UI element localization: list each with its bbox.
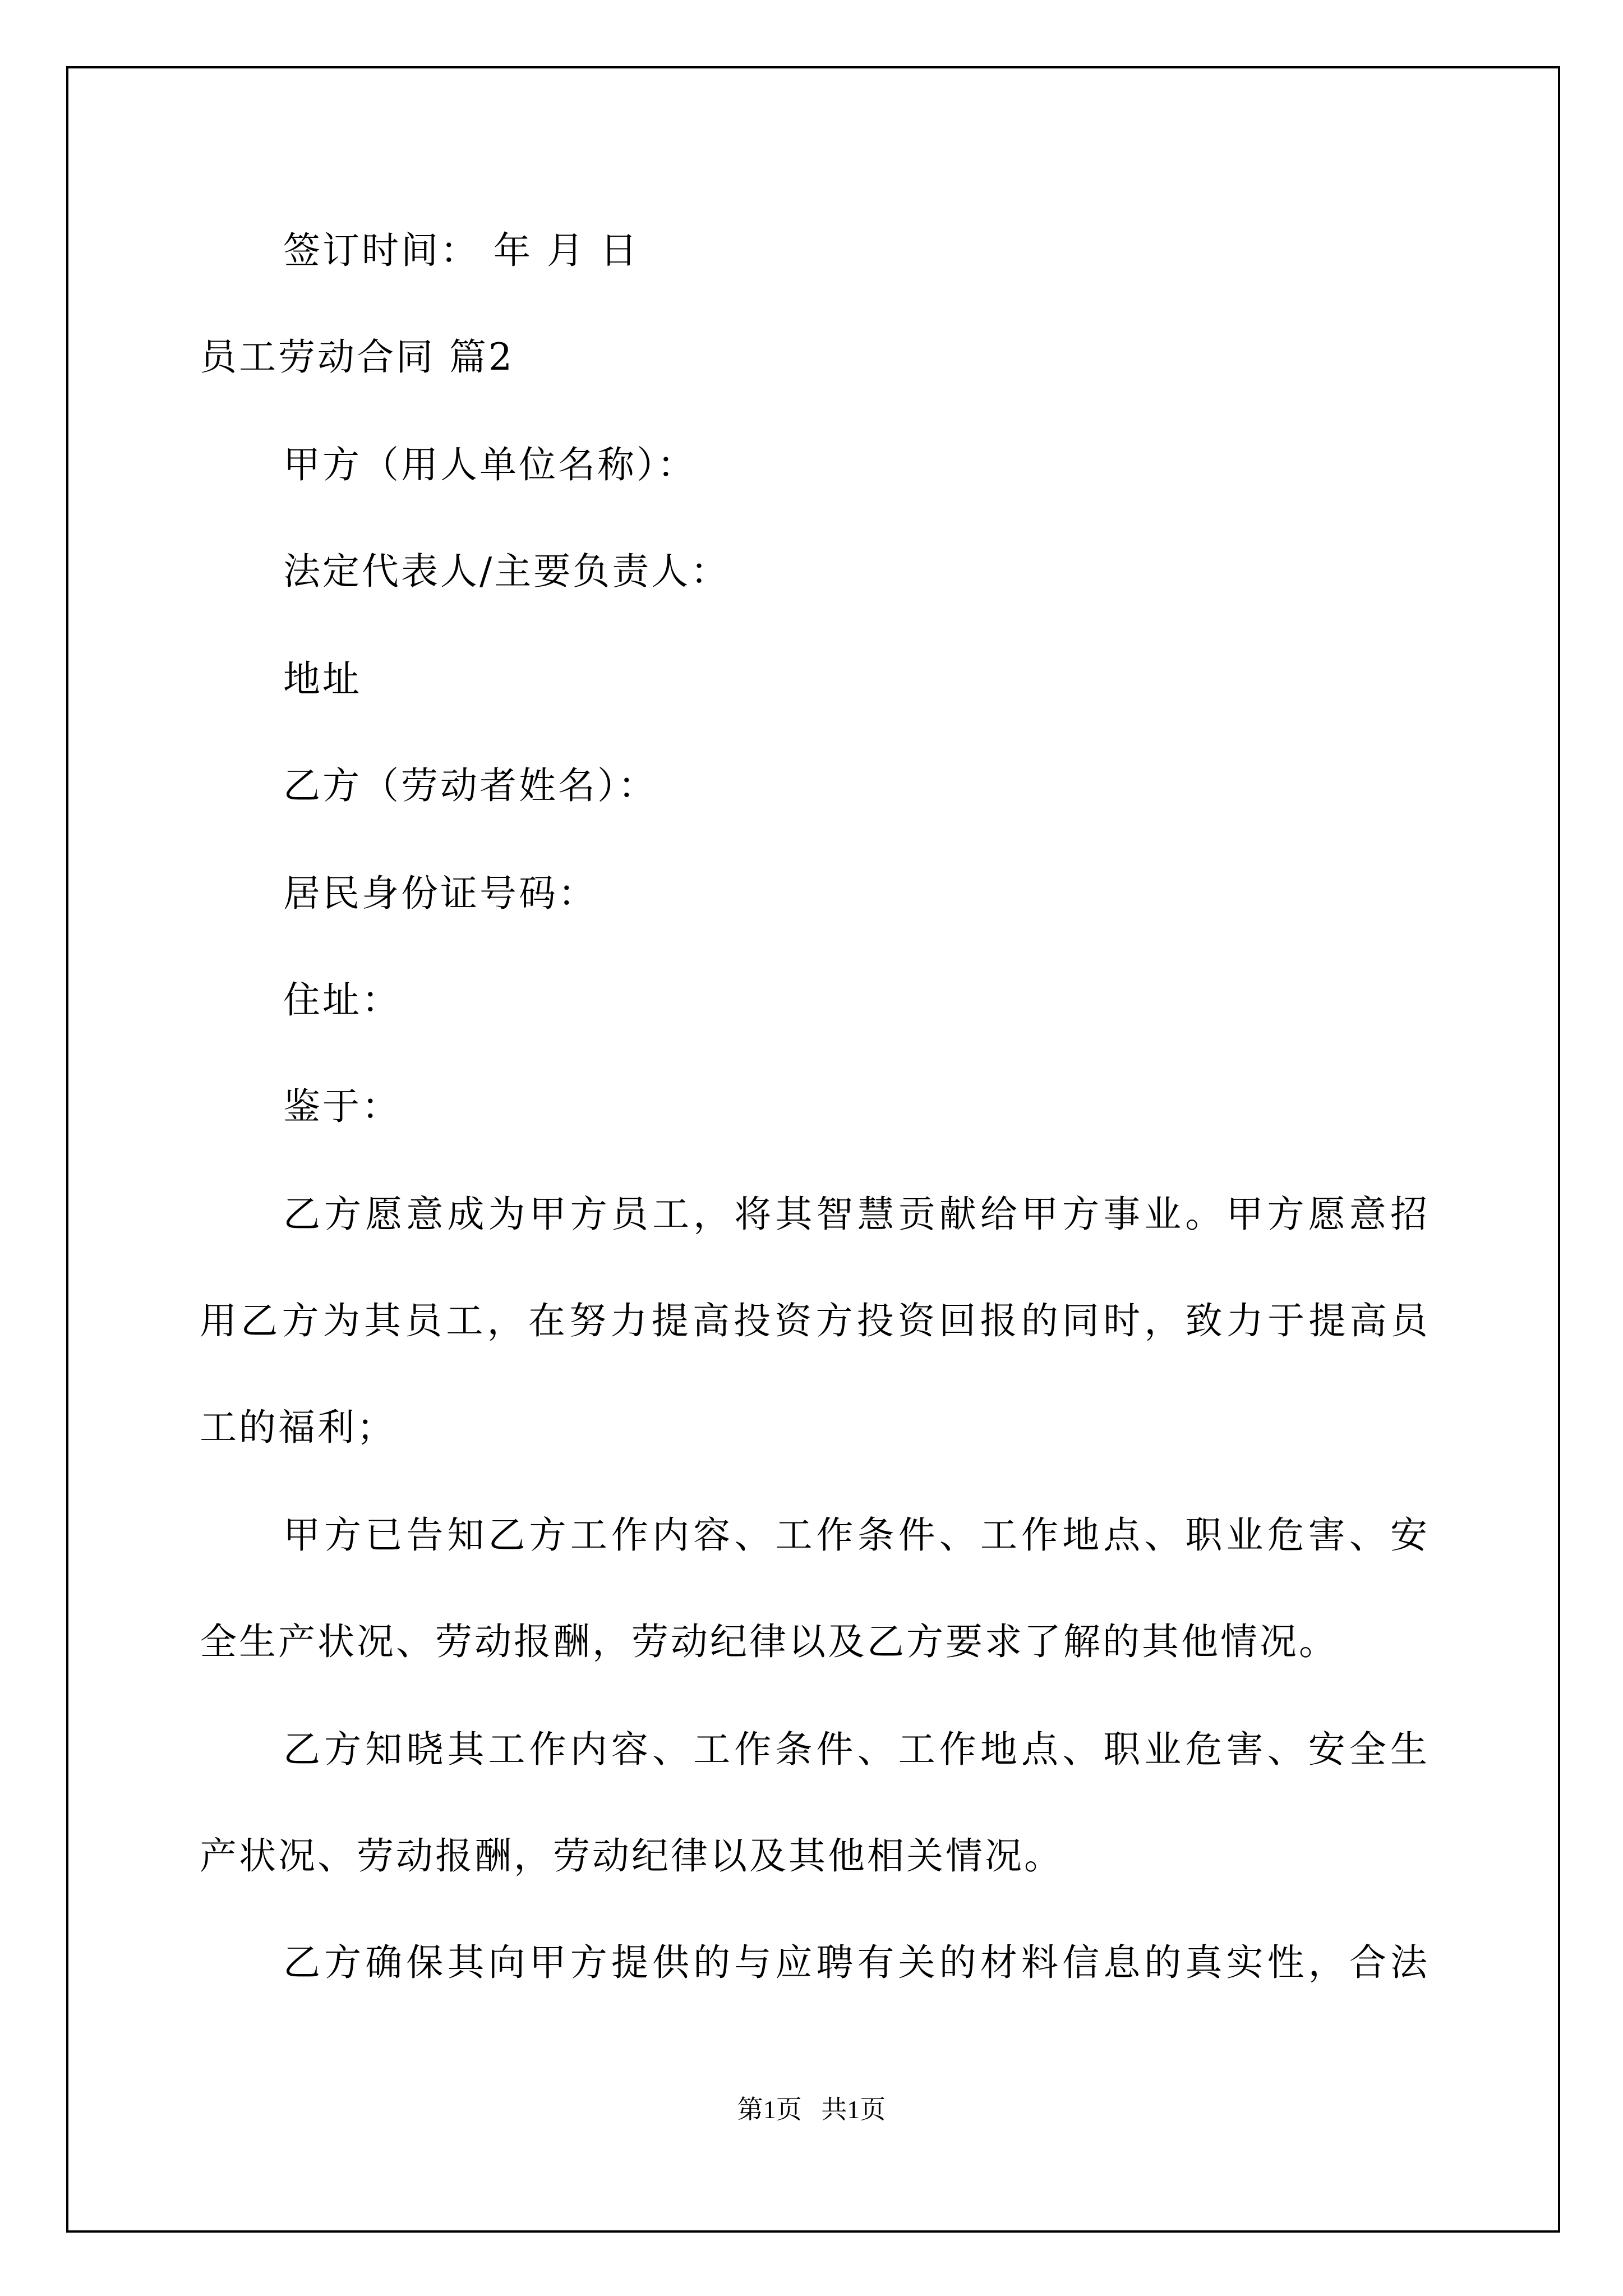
paragraph-1-line-1-text-char: 甲 bbox=[1021, 1193, 1058, 1236]
paragraph-3-line-1-text-char: 知 bbox=[365, 1728, 403, 1771]
paragraph-1-line-2-text-char: 资 bbox=[774, 1299, 812, 1342]
paragraph-4-line-1-text-char: 甲 bbox=[529, 1941, 566, 1984]
paragraph-1-line-2-text-char: 力 bbox=[1226, 1299, 1264, 1342]
paragraph-4-line-1-text-char: 提 bbox=[611, 1941, 648, 1984]
paragraph-3-line-1-text-char: 工 bbox=[488, 1728, 525, 1771]
paragraph-4-line-1-text-char: 材 bbox=[980, 1941, 1017, 1984]
paragraph-4-line-1-text-char: 聘 bbox=[816, 1941, 854, 1984]
paragraph-1-line-1 bbox=[283, 1193, 1427, 1236]
paragraph-4-line-1-text-char: 方 bbox=[324, 1941, 362, 1984]
paragraph-4-line-1-text-char: 性 bbox=[1267, 1941, 1304, 1984]
paragraph-4-line-1-text-char: 信 bbox=[1062, 1941, 1100, 1984]
paragraph-2-line-1-text-char: 方 bbox=[529, 1513, 566, 1557]
paragraph-4-line-1-text-char: ， bbox=[1308, 1941, 1345, 1984]
paragraph-1-line-1-text-char: 给 bbox=[980, 1193, 1017, 1236]
paragraph-1-line-1-text-char: 甲 bbox=[1226, 1193, 1264, 1236]
paragraph-2-line-1-text-char: 条 bbox=[857, 1513, 895, 1557]
paragraph-1-line-2-text-char: 方 bbox=[282, 1299, 319, 1342]
paragraph-1-line-2-text-char: ， bbox=[1144, 1299, 1182, 1342]
paragraph-3-line-1-text-char: 内 bbox=[570, 1728, 607, 1771]
paragraph-1-line-2-text-char: 员 bbox=[405, 1299, 442, 1342]
paragraph-1-line-2-text-char: 乙 bbox=[241, 1299, 278, 1342]
paragraph-3-line-1-text-char: 件 bbox=[816, 1728, 854, 1771]
page-border bbox=[66, 66, 1560, 2233]
paragraph-3-line-1-text-char: 作 bbox=[529, 1728, 566, 1771]
whereas-heading: 鉴于： bbox=[283, 1085, 401, 1128]
paragraph-1-line-1-text-char: 慧 bbox=[857, 1193, 895, 1236]
paragraph-2-line-1-text-char: 点 bbox=[1103, 1513, 1141, 1557]
paragraph-1-line-1-text-char: 愿 bbox=[1308, 1193, 1345, 1236]
paragraph-4-line-1-text-char: 向 bbox=[488, 1941, 525, 1984]
paragraph-4-line-1-text-char: 保 bbox=[406, 1941, 444, 1984]
section-title: 员工劳动合同 篇2 bbox=[200, 335, 514, 379]
paragraph-4-line-1-text-char: 真 bbox=[1185, 1941, 1223, 1984]
paragraph-4-line-1-text-char: 有 bbox=[857, 1941, 895, 1984]
paragraph-3-line-1-text-char: 地 bbox=[980, 1728, 1017, 1771]
paragraph-1-line-1-text-char: 将 bbox=[734, 1193, 772, 1236]
paragraph-1-line-2-text-char: 高 bbox=[692, 1299, 730, 1342]
paragraph-2-line-1-text-char: 害 bbox=[1308, 1513, 1345, 1557]
paragraph-1-line-1-text-char: 成 bbox=[447, 1193, 485, 1236]
paragraph-1-line-1-text-char: 甲 bbox=[529, 1193, 566, 1236]
paragraph-4-line-1-text-char: 供 bbox=[652, 1941, 689, 1984]
paragraph-4-line-1-text-char: 其 bbox=[447, 1941, 485, 1984]
paragraph-4-line-1-text-char: 确 bbox=[365, 1941, 403, 1984]
paragraph-1-line-2-text-char: 提 bbox=[651, 1299, 689, 1342]
paragraph-1-line-1-text-char: 智 bbox=[816, 1193, 854, 1236]
paragraph-2-line-1-text-char: 知 bbox=[447, 1513, 485, 1557]
paragraph-4-line-1-text-char: 的 bbox=[939, 1941, 976, 1984]
paragraph-1-line-2 bbox=[200, 1299, 1428, 1342]
paragraph-3-line-1-text-char: 晓 bbox=[406, 1728, 444, 1771]
paragraph-4-line-1 bbox=[283, 1941, 1427, 1984]
paragraph-3-line-1-text-char: 作 bbox=[939, 1728, 976, 1771]
paragraph-2-line-1-text-char: 方 bbox=[324, 1513, 362, 1557]
residence-field: 住址： bbox=[283, 978, 401, 1022]
paragraph-1-line-2-text-char: 同 bbox=[1062, 1299, 1099, 1342]
paragraph-1-line-2-text-char: 的 bbox=[1021, 1299, 1058, 1342]
paragraph-1-line-2-text-char: 员 bbox=[1390, 1299, 1428, 1342]
paragraph-2-line-1-text-char: 、 bbox=[1144, 1513, 1182, 1557]
paragraph-2-line-1-text-char: 业 bbox=[1226, 1513, 1264, 1557]
paragraph-1-line-2-text-char: 时 bbox=[1103, 1299, 1141, 1342]
paragraph-2-line-1-text-char: 工 bbox=[570, 1513, 607, 1557]
paragraph-1-line-2-text-char: 致 bbox=[1185, 1299, 1223, 1342]
paragraph-1-line-1-text-char: 工 bbox=[652, 1193, 689, 1236]
paragraph-4-line-1-text-char: 的 bbox=[693, 1941, 731, 1984]
paragraph-3-line-1-text-char: 乙 bbox=[283, 1728, 320, 1771]
legal-representative-field: 法定代表人/主要负责人： bbox=[283, 550, 730, 593]
paragraph-3-line-2: 产状况、劳动报酬，劳动纪律以及其他相关情况。 bbox=[200, 1834, 1063, 1878]
paragraph-2-line-1-text-char: 职 bbox=[1185, 1513, 1223, 1557]
paragraph-1-line-2-text-char: 力 bbox=[610, 1299, 648, 1342]
page-number-footer: 第1页 共1页 bbox=[737, 2095, 886, 2124]
paragraph-4-line-1-text-char: 应 bbox=[775, 1941, 813, 1984]
paragraph-2-line-1-text-char: 甲 bbox=[283, 1513, 320, 1557]
paragraph-1-line-1-text-char: 方 bbox=[1267, 1193, 1304, 1236]
paragraph-3-line-1-text-char: 害 bbox=[1226, 1728, 1264, 1771]
paragraph-3-line-1-text-char: 生 bbox=[1390, 1728, 1427, 1771]
paragraph-1-line-1-text-char: 方 bbox=[1062, 1193, 1100, 1236]
paragraph-3-line-1-text-char: 、 bbox=[1267, 1728, 1304, 1771]
paragraph-1-line-2-text-char: 报 bbox=[980, 1299, 1017, 1342]
paragraph-1-line-3: 工的福利； bbox=[200, 1406, 396, 1449]
paragraph-3-line-1-text-char: 、 bbox=[652, 1728, 689, 1771]
paragraph-1-line-1-text-char: 员 bbox=[611, 1193, 648, 1236]
paragraph-1-line-2-text-char: 在 bbox=[528, 1299, 565, 1342]
party-a-name-field: 甲方（用人单位名称）： bbox=[283, 443, 697, 486]
paragraph-1-line-1-text-char: 为 bbox=[488, 1193, 525, 1236]
paragraph-1-line-1-text-char: 其 bbox=[775, 1193, 813, 1236]
paragraph-1-line-2-text-char: 投 bbox=[734, 1299, 771, 1342]
paragraph-1-line-1-text-char: 意 bbox=[1349, 1193, 1386, 1236]
paragraph-2-line-1-text-char: 危 bbox=[1267, 1513, 1304, 1557]
paragraph-1-line-1-text-char: 方 bbox=[570, 1193, 607, 1236]
paragraph-3-line-1-text-char: 业 bbox=[1144, 1728, 1182, 1771]
paragraph-2-line-1-text-char: 安 bbox=[1390, 1513, 1427, 1557]
paragraph-4-line-1-text-char: 法 bbox=[1390, 1941, 1427, 1984]
paragraph-4-line-1-text-char: 息 bbox=[1103, 1941, 1141, 1984]
paragraph-1-line-2-text-char: 为 bbox=[322, 1299, 360, 1342]
paragraph-1-line-2-text-char: 投 bbox=[856, 1299, 894, 1342]
paragraph-1-line-1-text-char: 乙 bbox=[283, 1193, 320, 1236]
paragraph-1-line-1-text-char: 意 bbox=[406, 1193, 444, 1236]
paragraph-2-line-1-text-char: 乙 bbox=[488, 1513, 525, 1557]
paragraph-2-line-1-text-char: 工 bbox=[775, 1513, 813, 1557]
paragraph-3-line-1 bbox=[283, 1728, 1427, 1771]
paragraph-3-line-1-text-char: 全 bbox=[1349, 1728, 1386, 1771]
paragraph-1-line-2-text-char: 工 bbox=[446, 1299, 483, 1342]
paragraph-2-line-1-text-char: 作 bbox=[816, 1513, 854, 1557]
paragraph-2-line-1-text-char: 、 bbox=[1349, 1513, 1386, 1557]
paragraph-2-line-1 bbox=[283, 1513, 1427, 1557]
id-number-field: 居民身份证号码： bbox=[283, 872, 597, 915]
paragraph-1-line-1-text-char: 业 bbox=[1144, 1193, 1182, 1236]
paragraph-3-line-1-text-char: 工 bbox=[898, 1728, 935, 1771]
paragraph-3-line-1-text-char: 条 bbox=[775, 1728, 813, 1771]
paragraph-1-line-1-text-char: 贡 bbox=[898, 1193, 935, 1236]
paragraph-4-line-1-text-char: 关 bbox=[898, 1941, 935, 1984]
paragraph-4-line-1-text-char: 与 bbox=[734, 1941, 772, 1984]
paragraph-1-line-2-text-char: 其 bbox=[363, 1299, 401, 1342]
paragraph-1-line-1-text-char: 愿 bbox=[365, 1193, 403, 1236]
paragraph-1-line-2-text-char: 用 bbox=[200, 1299, 237, 1342]
paragraph-2-line-1-text-char: 、 bbox=[939, 1513, 976, 1557]
paragraph-1-line-2-text-char: 高 bbox=[1349, 1299, 1387, 1342]
paragraph-3-line-1-text-char: 职 bbox=[1103, 1728, 1141, 1771]
paragraph-1-line-2-text-char: 于 bbox=[1267, 1299, 1305, 1342]
paragraph-1-line-1-text-char: 献 bbox=[939, 1193, 976, 1236]
paragraph-1-line-1-text-char: 。 bbox=[1185, 1193, 1223, 1236]
paragraph-4-line-1-text-char: 料 bbox=[1021, 1941, 1058, 1984]
paragraph-2-line-1-text-char: 告 bbox=[406, 1513, 444, 1557]
paragraph-1-line-2-text-char: ， bbox=[487, 1299, 524, 1342]
paragraph-2-line-1-text-char: 、 bbox=[734, 1513, 772, 1557]
paragraph-3-line-1-text-char: 方 bbox=[324, 1728, 362, 1771]
paragraph-3-line-1-text-char: 点 bbox=[1021, 1728, 1058, 1771]
paragraph-2-line-1-text-char: 地 bbox=[1062, 1513, 1100, 1557]
paragraph-2-line-1-text-char: 内 bbox=[652, 1513, 689, 1557]
paragraph-1-line-1-text-char: 事 bbox=[1103, 1193, 1141, 1236]
paragraph-1-line-2-text-char: 回 bbox=[939, 1299, 976, 1342]
paragraph-1-line-2-text-char: 努 bbox=[569, 1299, 607, 1342]
paragraph-4-line-1-text-char: 方 bbox=[570, 1941, 607, 1984]
paragraph-2-line-1-text-char: 作 bbox=[1021, 1513, 1058, 1557]
paragraph-2-line-1-text-char: 件 bbox=[898, 1513, 935, 1557]
paragraph-1-line-2-text-char: 方 bbox=[815, 1299, 853, 1342]
paragraph-2-line-1-text-char: 已 bbox=[365, 1513, 403, 1557]
paragraph-3-line-1-text-char: 工 bbox=[693, 1728, 731, 1771]
paragraph-3-line-1-text-char: 危 bbox=[1185, 1728, 1223, 1771]
paragraph-3-line-1-text-char: 作 bbox=[734, 1728, 772, 1771]
paragraph-1-line-2-text-char: 资 bbox=[897, 1299, 935, 1342]
paragraph-2-line-2: 全生产状况、劳动报酬，劳动纪律以及乙方要求了解的其他情况。 bbox=[200, 1620, 1338, 1663]
paragraph-4-line-1-text-char: 的 bbox=[1144, 1941, 1182, 1984]
paragraph-2-line-1-text-char: 作 bbox=[611, 1513, 648, 1557]
paragraph-3-line-1-text-char: 安 bbox=[1308, 1728, 1345, 1771]
paragraph-1-line-2-text-char: 提 bbox=[1308, 1299, 1346, 1342]
party-b-name-field: 乙方（劳动者姓名）： bbox=[283, 764, 657, 807]
paragraph-3-line-1-text-char: 容 bbox=[611, 1728, 648, 1771]
paragraph-3-line-1-text-char: 、 bbox=[857, 1728, 895, 1771]
paragraph-1-line-1-text-char: 招 bbox=[1390, 1193, 1427, 1236]
paragraph-4-line-1-text-char: 实 bbox=[1226, 1941, 1264, 1984]
paragraph-3-line-1-text-char: 其 bbox=[447, 1728, 485, 1771]
paragraph-2-line-1-text-char: 工 bbox=[980, 1513, 1017, 1557]
address-field: 地址 bbox=[283, 657, 362, 701]
signing-time-line: 签订时间： 年 月 日 bbox=[283, 229, 639, 272]
paragraph-1-line-1-text-char: ， bbox=[693, 1193, 731, 1236]
paragraph-3-line-1-text-char: 、 bbox=[1062, 1728, 1100, 1771]
paragraph-4-line-1-text-char: 合 bbox=[1349, 1941, 1386, 1984]
paragraph-2-line-1-text-char: 容 bbox=[693, 1513, 731, 1557]
paragraph-4-line-1-text-char: 乙 bbox=[283, 1941, 320, 1984]
paragraph-1-line-1-text-char: 方 bbox=[324, 1193, 362, 1236]
